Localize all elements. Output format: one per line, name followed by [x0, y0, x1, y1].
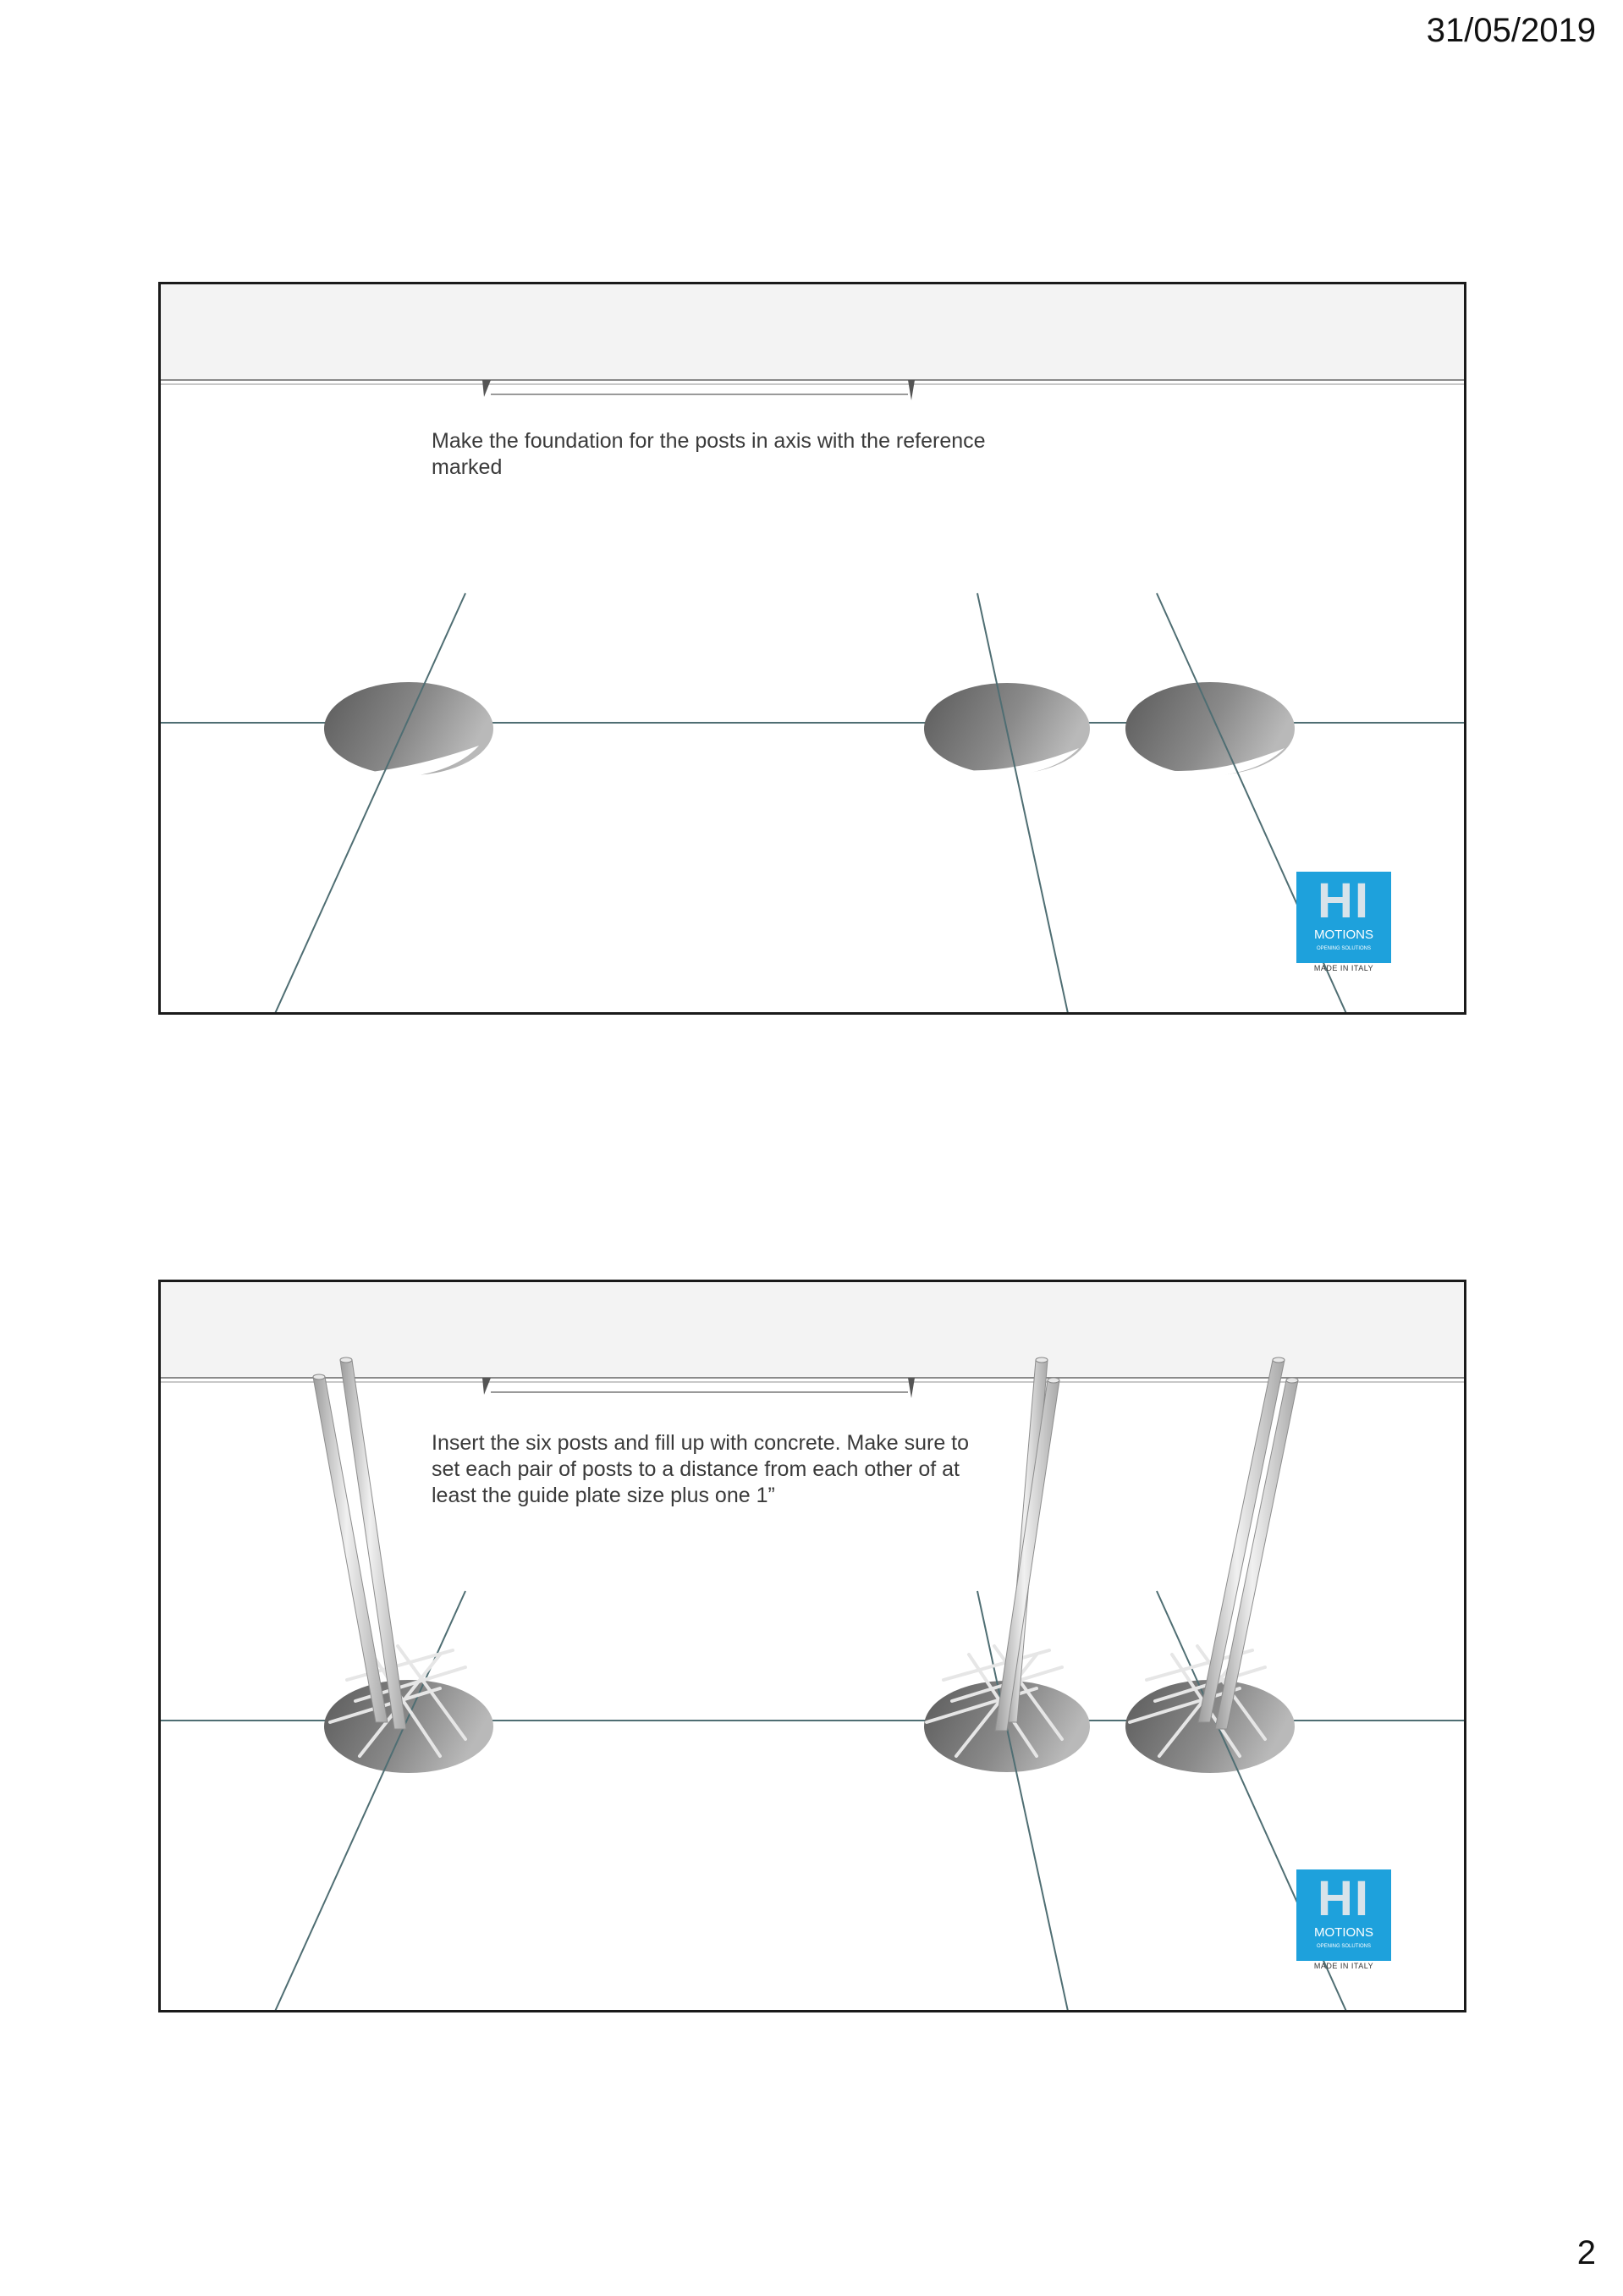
axis-line-left	[273, 593, 465, 1015]
slide-2-caption: Insert the six posts and fill up with concrete. Make sure to set each pair of posts to a distance from each other of at least the guide plate size plus one 1”	[432, 1431, 970, 1507]
logo-subtitle: OPENING SOLUTIONS	[1316, 1944, 1371, 1949]
wall-band	[161, 284, 1466, 380]
page-number: 2	[1576, 2234, 1596, 2271]
reference-mark-left	[482, 380, 491, 397]
reference-mark-right	[908, 380, 915, 400]
logo-made-in: MADE IN ITALY	[1313, 964, 1374, 972]
logo-motions-text: MOTIONS	[1314, 1925, 1373, 1940]
hi-motions-logo	[1296, 872, 1391, 973]
foundation-hole-left	[324, 682, 493, 775]
logo-motions-text: MOTIONS	[1314, 928, 1373, 942]
logo-hi-text: HI	[1318, 1871, 1370, 1926]
slide-posts	[158, 1280, 1466, 2012]
post-right-back	[1198, 1360, 1285, 1722]
hi-motions-logo	[1296, 1869, 1391, 1971]
page-date: 31/05/2019	[1426, 12, 1596, 49]
slide-1-caption: Make the foundation for the posts in axis with the reference marked	[432, 429, 986, 479]
posts-left	[313, 1357, 406, 1729]
logo-made-in: MADE IN ITALY	[1313, 1962, 1374, 1970]
post-right-front	[1215, 1380, 1298, 1729]
posts-middle	[995, 1357, 1059, 1731]
foundation-scene	[161, 284, 1466, 1015]
axis-line-middle	[977, 593, 1069, 1015]
reference-mark-left	[482, 1378, 491, 1395]
logo-hi-text: HI	[1318, 873, 1370, 928]
reference-mark-right	[908, 1378, 915, 1398]
wall-band	[161, 1282, 1466, 1378]
logo-subtitle: OPENING SOLUTIONS	[1316, 946, 1371, 951]
slide-foundation	[158, 282, 1466, 1015]
posts-scene	[161, 1282, 1466, 2012]
foundation-hole-right	[1125, 682, 1295, 775]
